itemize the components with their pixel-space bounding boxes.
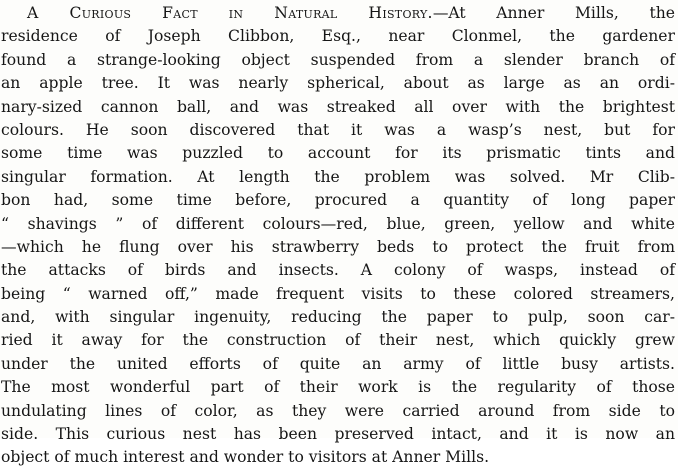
article-line-15: ried it away for the construction of their nest, which quickly grew bbox=[1, 331, 675, 350]
article-line-7: some time was puzzled to account for its prismatic tints and bbox=[1, 144, 675, 163]
article-line-11: —which he flung over his strawberry beds to protect the fruit from bbox=[1, 237, 675, 256]
article-line-5: nary-sized cannon ball, and was streaked all over with the brightest bbox=[1, 97, 675, 116]
article-headline: A Curious Fact in Natural History. bbox=[27, 4, 433, 22]
article-line-10: “ shavings ” of different colours—red, blue, green, yellow and white bbox=[1, 214, 675, 233]
article-body bbox=[1, 2, 675, 470]
article-line-19: side. This curious nest has been preserved intact, and it is now an bbox=[1, 425, 675, 444]
article-line-8: singular formation. At length the problem was solved. Mr Clib- bbox=[1, 167, 675, 186]
article-lead-text: —At Anner Mills, the bbox=[432, 4, 675, 22]
article-line-17: The most wonderful part of their work is the regularity of those bbox=[1, 378, 675, 397]
article-line-16: under the united efforts of quite an army of little busy artists. bbox=[1, 354, 675, 373]
article-line-18: undulating lines of color, as they were carried around from side to bbox=[1, 401, 675, 420]
article-line-14: and, with singular ingenuity, reducing the paper to pulp, soon car- bbox=[1, 308, 675, 327]
article-line-9: bon had, some time before, procured a quantity of long paper bbox=[1, 191, 675, 210]
article-line-3: found a strange-looking object suspended from a slender branch of bbox=[1, 50, 675, 69]
article-line-12: the attacks of birds and insects. A colony of wasps, instead of bbox=[1, 261, 675, 280]
article-line-6: colours. He soon discovered that it was a wasp’s nest, but for bbox=[1, 120, 675, 139]
article-line-20: object of much interest and wonder to visitors at Anner Mills. bbox=[1, 448, 490, 467]
article-line-1 bbox=[1, 2, 675, 25]
article-line-4: an apple tree. It was nearly spherical, about as large as an ordi- bbox=[1, 74, 675, 93]
article-line-2: residence of Joseph Clibbon, Esq., near Clonmel, the gardener bbox=[1, 27, 675, 46]
article-line-13: being “ warned off,” made frequent visits to these colored streamers, bbox=[1, 284, 675, 303]
